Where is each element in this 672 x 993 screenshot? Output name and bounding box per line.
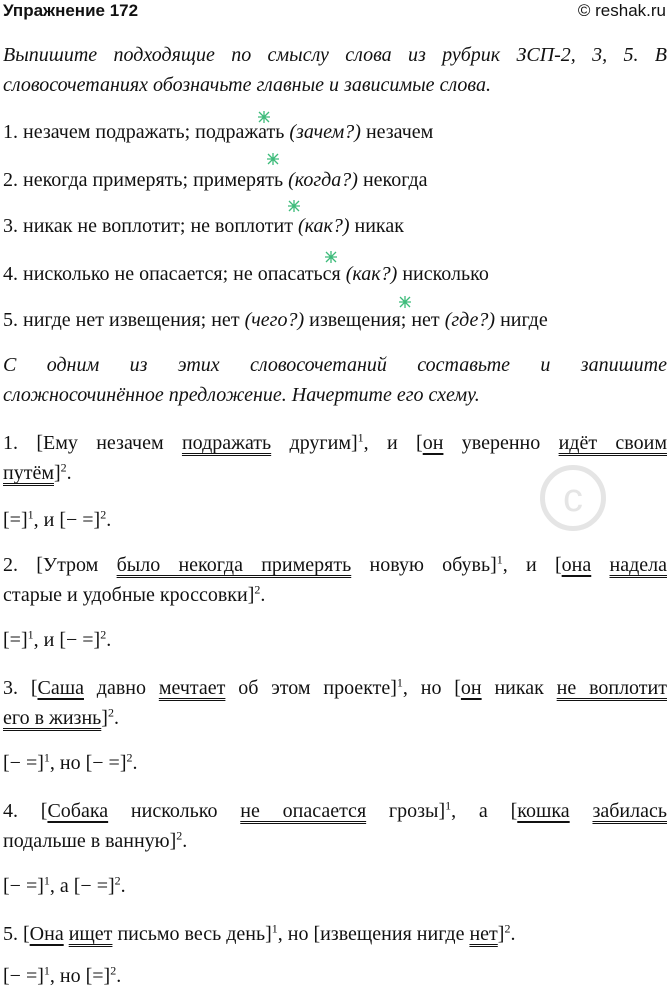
sentence-1-line-2: путём]$^2$. (3, 460, 72, 484)
sentence-2-line-1: 2. [Утром было некогда примерять новую обувь]$^1$, и [она надела (3, 552, 667, 576)
scheme-1: [=]$^1$, и [− =]$^2$. (3, 507, 112, 531)
scheme-4: [− =]$^1$, а [− =]$^2$. (3, 873, 126, 897)
task-1-line-2: словосочетаниях обозначьте главные и зависимые слова. (3, 74, 491, 96)
phrase-5: 5. нигде нет извещения; нет (чего?) извещения; нет (где?) нигде (3, 309, 548, 331)
scheme-2: [=]$^1$, и [− =]$^2$. (3, 627, 112, 651)
head-word-mark-icon (399, 296, 411, 308)
phrase-4: 4. нисколько не опасается; не опасаться (как?) нисколько (3, 263, 489, 285)
task-2-line-1: С одним из этих словосочетаний составьте и запишите (3, 354, 667, 376)
sentence-4-line-2: подальше в ванную]$^2$. (3, 828, 188, 852)
head-word-mark-icon (288, 200, 300, 212)
task-1-line-1: Выпишите подходящие по смыслу слова из рубрик ЗСП-2, 3, 5. В (3, 44, 667, 66)
phrase-1: 1. незачем подражать; подражать (зачем?) незачем (3, 121, 434, 143)
scheme-5: [− =]$^1$, но [=]$^2$. (3, 963, 122, 987)
task-2-line-2: сложносочинённое предложение. Начертите его схему. (3, 384, 480, 406)
phrase-3: 3. никак не воплотит; не воплотит (как?) никак (3, 215, 404, 237)
exercise-title: Упражнение 172 (3, 1, 139, 20)
watermark-copyright-icon: c (540, 465, 606, 531)
phrase-2: 2. некогда примерять; примерять (когда?) некогда (3, 169, 428, 191)
sentence-2-line-2: старые и удобные кроссовки]$^2$. (3, 582, 266, 606)
sentence-3-line-2: его в жизнь]$^2$. (3, 705, 119, 729)
head-word-mark-icon (325, 251, 337, 263)
sentence-5-line-1: 5. [Она ищет письмо весь день]$^1$, но [извещения нигде нет]$^2$. (3, 921, 516, 945)
scheme-3: [− =]$^1$, но [− =]$^2$. (3, 750, 138, 774)
sentence-4-line-1: 4. [Собака нисколько не опасается грозы]$^1$, а [кошка забилась (3, 798, 667, 822)
sentence-1-line-1: 1. [Ему незачем подражать другим]$^1$, и [он уверенно идёт своим (3, 430, 667, 454)
head-word-mark-icon (258, 111, 270, 123)
head-word-mark-icon (267, 153, 279, 165)
sentence-3-line-1: 3. [Саша давно мечтает об этом проекте]$^1$, но [он никак не воплотит (3, 675, 667, 699)
site-credit: © reshak.ru (577, 1, 666, 20)
